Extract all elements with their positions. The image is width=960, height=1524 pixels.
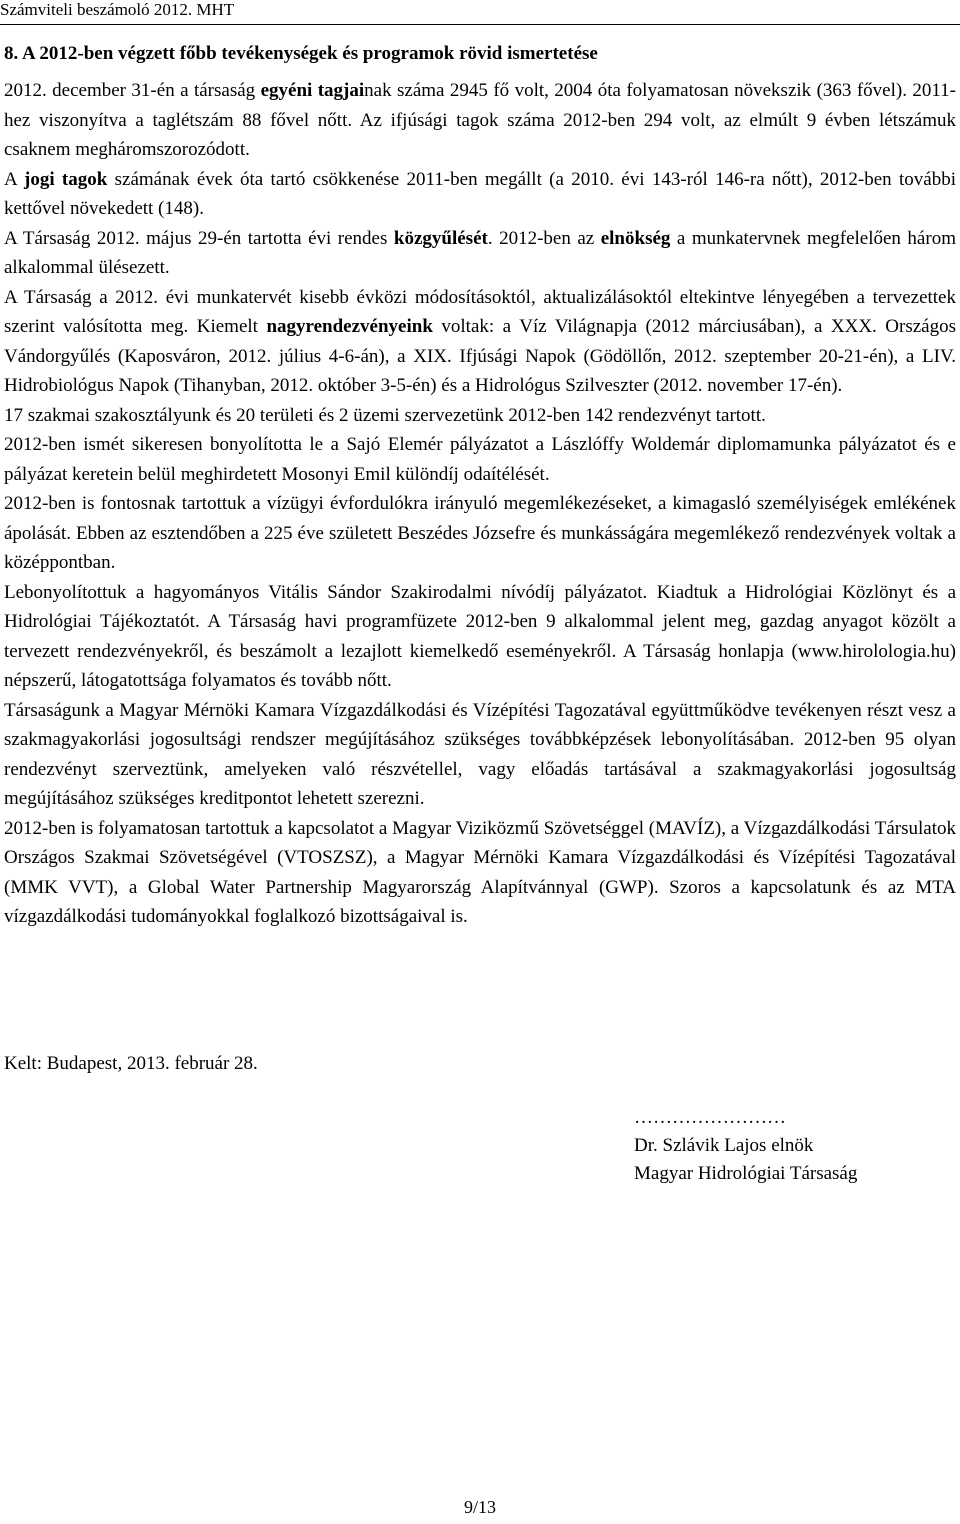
paragraph-text: nak száma 2945 fő volt, 2004 óta folyamatosan növekszik (363 fővel). 2011-hez viszonyítva a taglétszám 88 fővel nőtt. Az ifjúsági tagok száma 2012-ben 294 volt, az elmúlt 9 évben létszámuk csaknem megháromszorozódott. xyxy=(4,80,956,160)
paragraph-text: 2012-ben ismét sikeresen bonyolította le a Sajó Elemér pályázatot a Lászlóffy Woldemár diplomamunka pályázatot és e pályázat keretein belül meghirdetett Mosonyi Emil különdíj odaítélését. xyxy=(4,434,956,485)
paragraph-text: 17 szakmai szakosztályunk és 20 területi és 2 üzemi szervezetünk 2012-ben 142 rendezvényt tartott. xyxy=(4,404,766,426)
emphasized-text: egyéni tagjai xyxy=(260,80,365,101)
paragraph-text: A xyxy=(4,168,24,190)
paragraph-text: 2012. december 31-én a társaság xyxy=(4,80,261,101)
paragraph-text: 2012-ben is folyamatosan tartottuk a kapcsolatot a Magyar Viziközmű Szövetséggel (MAVÍZ), a Vízgazdálkodási Társulatok Országos Szakmai Szövetségével (VTOSZSZ), a Magyar Mérnöki Kamara Vízgazdálkodási és Vízépítési Tagozatával (MMK VVT), a Global Water Partnership Magyarország Alapítvánnyal (GWP). Szoros a kapcsolatunk és az MTA vízgazdálkodási tudományokkal foglalkozó bizottságaival is. xyxy=(4,817,956,927)
paragraph-text: . 2012-ben az xyxy=(487,227,601,249)
body-paragraph xyxy=(4,489,956,578)
paragraph-text: Lebonyolítottuk a hagyományos Vitális Sándor Szakirodalmi nívódíj pályázatot. Kiadtuk a Hidrológiai Közlönyt és a Hidrológiai Tájékoztatót. A Társaság havi programfüzete 2012-ben 9 alkalommal jelent meg, gazdag anyagot közölt a tervezett rendezvényekről, és beszámolt a lezajlott kiemelkedő eseményekről. A Társaság honlapja (www.hirolologia.hu) népszerű, látogatottsága folyamatos és tovább nőtt. xyxy=(4,581,956,691)
header-divider xyxy=(0,24,960,25)
date-line: Kelt: Budapest, 2013. február 28. xyxy=(4,1053,258,1074)
report-body xyxy=(4,76,956,932)
signatory-organization: Magyar Hidrológiai Társaság xyxy=(634,1163,858,1184)
paragraph-text: voltak: a Víz Világnapja (2012 márciusában), a XXX. Országos Vándorgyűlés (Kaposváron, 2012. július 4-6-án), a XIX. Ifjúsági Napok (Gödöllőn, 2012. szeptember 20-21-én), a LIV. Hidrobiológus Napok (Tihanyban, 2012. október 3-5-én) és a Hidrológus Szilveszter (2012. november 17-én). xyxy=(4,316,956,396)
body-paragraph xyxy=(4,578,956,696)
body-paragraph xyxy=(4,76,956,165)
paragraph-text: A Társaság 2012. május 29-én tartotta évi rendes xyxy=(4,227,394,249)
section-heading: 8. A 2012-ben végzett főbb tevékenységek és programok rövid ismertetése xyxy=(4,43,598,64)
emphasized-text: elnökség xyxy=(600,227,671,249)
paragraph-text: Társaságunk a Magyar Mérnöki Kamara Vízgazdálkodási és Vízépítési Tagozatával együttműködve tevékenyen részt vesz a szakmagyakorlási jogosultsági rendszer megújításához szükséges továbbképzések lebonyolításában. 2012-ben 95 olyan rendezvényt szerveztünk, amelyeken való részvétellel, vagy előadás tartásával a szakmagyakorlási jogosultság megújításához szükséges kreditpontot lehetett szerezni. xyxy=(4,699,956,809)
paragraph-text: A Társaság a 2012. évi munkatervét kisebb évközi módosításoktól, aktualizálásoktól eltekintve lényegében a tervezettek szerint valósította meg. Kiemelt xyxy=(4,286,956,337)
page-number: 9/13 xyxy=(463,1497,496,1517)
body-paragraph xyxy=(4,283,956,401)
body-paragraph xyxy=(4,696,956,814)
body-paragraph xyxy=(4,165,956,224)
body-paragraph xyxy=(4,224,956,283)
emphasized-text: jogi tagok xyxy=(24,168,108,190)
signatory-name: Dr. Szlávik Lajos elnök xyxy=(634,1135,814,1156)
body-paragraph xyxy=(4,430,956,489)
signature-block xyxy=(634,1104,857,1188)
paragraph-text: a munkatervnek megfelelően három alkalommal ülésezett. xyxy=(4,227,956,278)
document-header xyxy=(0,0,960,20)
signature-dots: …………………… xyxy=(634,1107,786,1128)
emphasized-text: közgyűlését xyxy=(393,227,488,249)
emphasized-text: nagyrendezvényeink xyxy=(266,316,433,337)
body-paragraph xyxy=(4,401,956,431)
body-paragraph xyxy=(4,814,956,932)
paragraph-text: számának évek óta tartó csökkenése 2011-ben megállt (a 2010. évi 143-ról 146-ra nőtt), 2012-ben további kettővel növekedett (148). xyxy=(4,168,956,219)
header-title: Számviteli beszámoló 2012. MHT xyxy=(0,0,235,19)
paragraph-text: 2012-ben is fontosnak tartottuk a vízügyi évfordulókra irányuló megemlékezéseket, a kimagasló személyiségek emlékének ápolását. Ebben az esztendőben a 225 éve született Beszédes Józsefre és munkásságára megemlékező rendezvények voltak a középpontban. xyxy=(4,493,956,573)
